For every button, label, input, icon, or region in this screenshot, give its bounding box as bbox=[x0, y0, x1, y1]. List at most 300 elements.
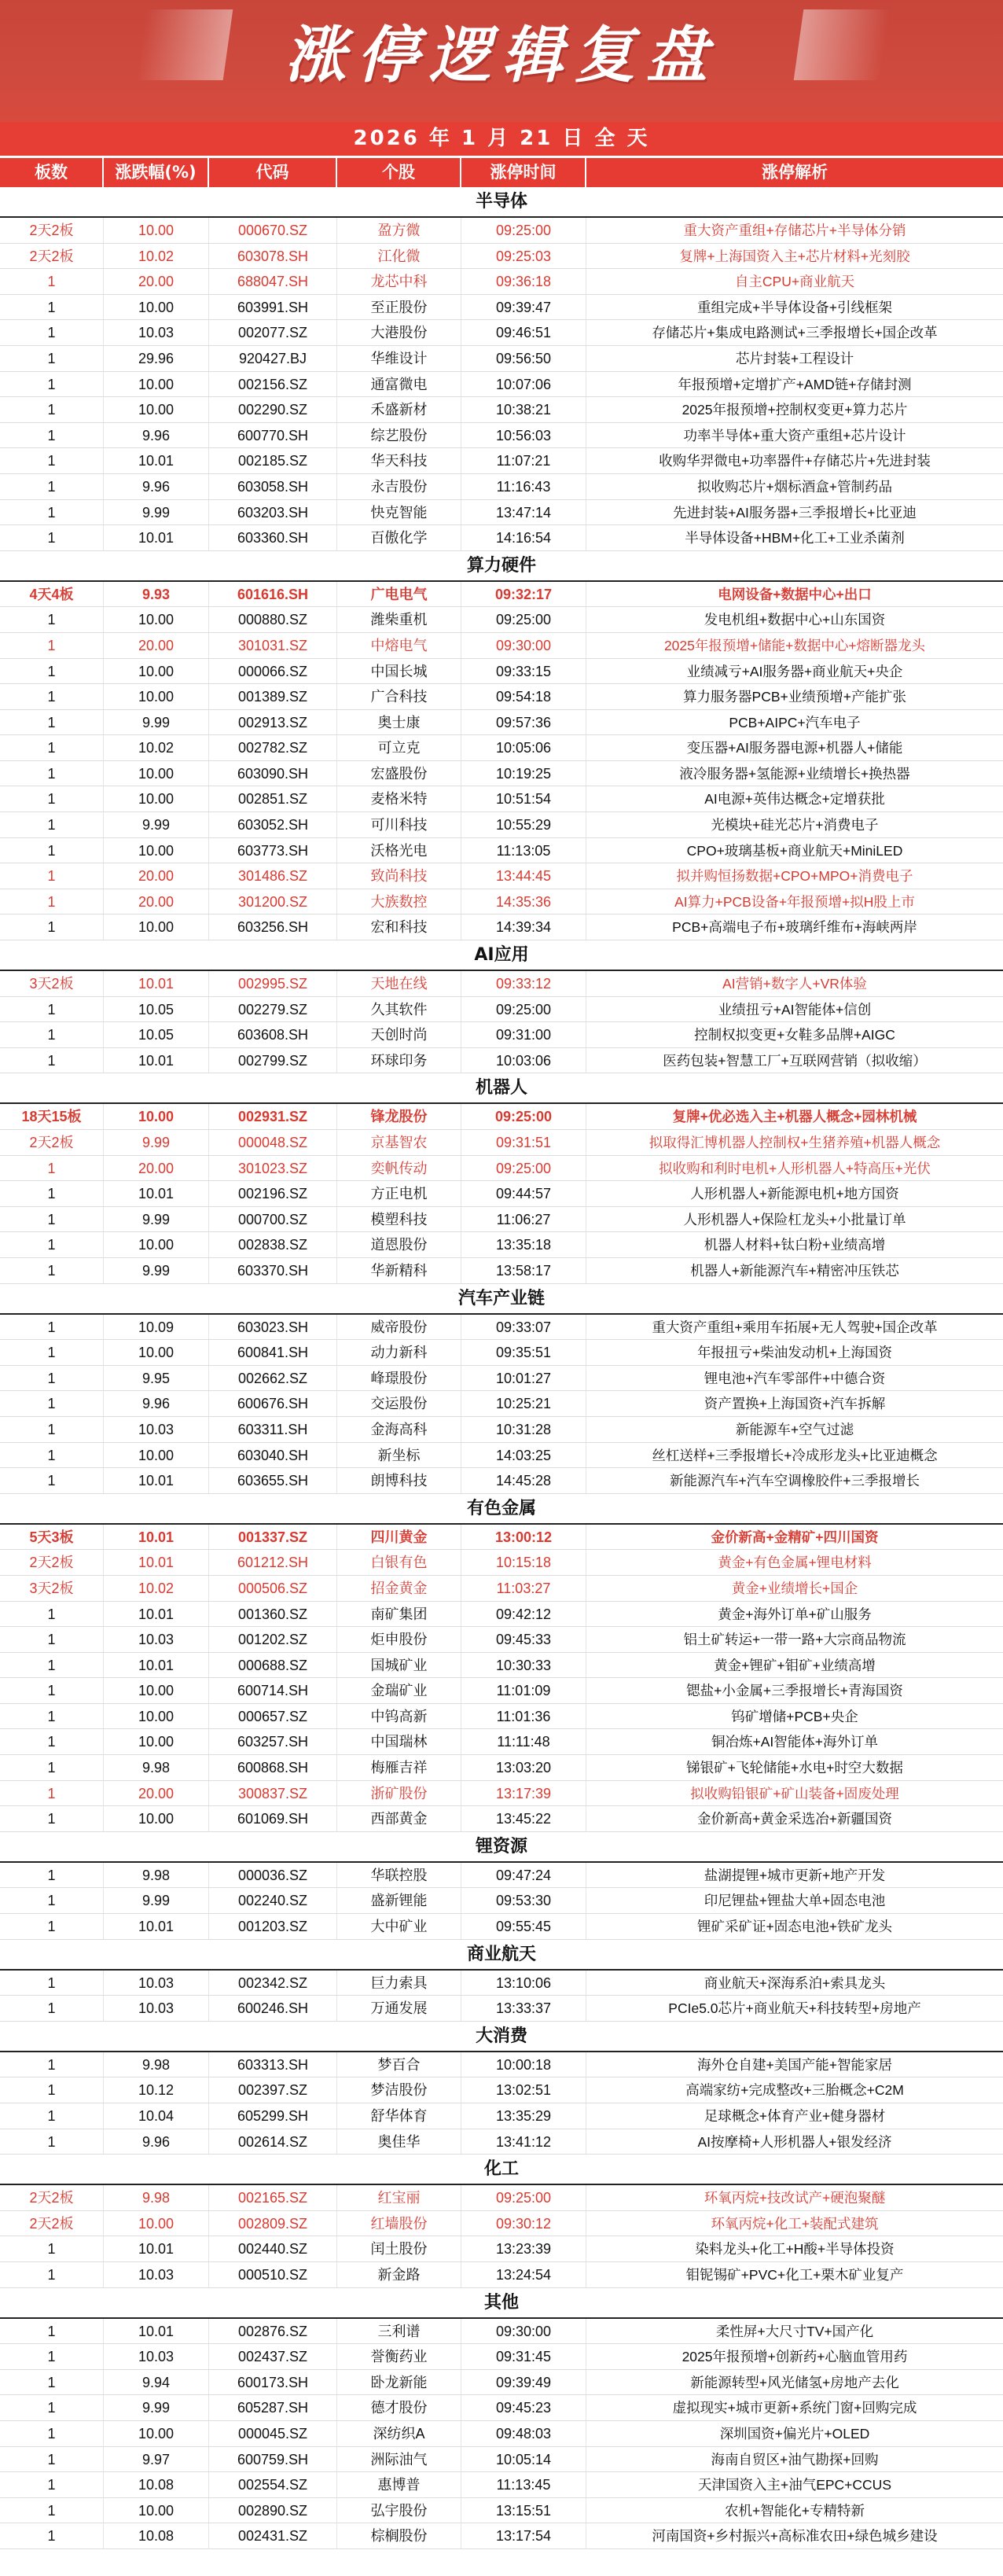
table-row bbox=[0, 500, 1003, 526]
cell-stock-name: 红墙股份 bbox=[337, 2211, 461, 2236]
cell-code: 301486.SZ bbox=[209, 863, 337, 889]
table-row bbox=[0, 295, 1003, 321]
cell-stock-name: 奕帆传动 bbox=[337, 1156, 461, 1181]
cell-code: 002554.SZ bbox=[209, 2472, 337, 2497]
cell-limit-time: 11:03:27 bbox=[461, 1576, 586, 1601]
cell-boards: 1 bbox=[0, 914, 104, 940]
table-row bbox=[0, 2498, 1003, 2524]
cell-code: 600676.SH bbox=[209, 1391, 337, 1416]
cell-code: 002440.SZ bbox=[209, 2236, 337, 2261]
table-row bbox=[0, 1602, 1003, 1628]
cell-code: 603256.SH bbox=[209, 914, 337, 940]
cell-stock-name: 可立克 bbox=[337, 735, 461, 760]
cell-stock-name: 德才股份 bbox=[337, 2395, 461, 2420]
cell-change-pct: 9.99 bbox=[104, 1130, 209, 1155]
table-row bbox=[0, 2370, 1003, 2396]
cell-change-pct: 10.00 bbox=[104, 914, 209, 940]
cell-stock-name: 招金黄金 bbox=[337, 1576, 461, 1601]
cell-analysis: 业绩扭亏+AI智能体+信创 bbox=[718, 1001, 872, 1018]
cell-limit-time: 13:35:18 bbox=[461, 1232, 586, 1257]
cell-boards: 1 bbox=[0, 2472, 104, 2497]
cell-stock-name: 模塑科技 bbox=[337, 1207, 461, 1232]
cell-limit-time: 09:57:36 bbox=[461, 710, 586, 735]
table-row bbox=[0, 1755, 1003, 1781]
cell-analysis: PCIe5.0芯片+商业航天+科技转型+房地产 bbox=[668, 2000, 921, 2017]
cell-code: 000688.SZ bbox=[209, 1653, 337, 1678]
cell-analysis: 拟取得汇博机器人控制权+生猪养殖+机器人概念 bbox=[648, 1135, 941, 1150]
cell-code: 601212.SH bbox=[209, 1550, 337, 1575]
cell-code: 000048.SZ bbox=[209, 1130, 337, 1155]
cell-change-pct: 10.00 bbox=[104, 1678, 209, 1703]
table-row bbox=[0, 1391, 1003, 1417]
cell-change-pct: 10.00 bbox=[104, 1340, 209, 1365]
cell-change-pct: 10.02 bbox=[104, 735, 209, 760]
cell-stock-name: 天地在线 bbox=[337, 971, 461, 996]
cell-code: 002662.SZ bbox=[209, 1366, 337, 1391]
cell-boards: 1 bbox=[0, 448, 104, 473]
cell-boards: 2天2板 bbox=[0, 218, 104, 243]
cell-code: 605299.SH bbox=[209, 2103, 337, 2129]
cell-code: 002279.SZ bbox=[209, 997, 337, 1022]
cell-boards: 1 bbox=[0, 1863, 104, 1888]
cell-stock-name: 浙矿股份 bbox=[337, 1781, 461, 1806]
cell-stock-name: 百傲化学 bbox=[337, 525, 461, 550]
cell-limit-time: 13:03:20 bbox=[461, 1755, 586, 1780]
cell-boards: 3天2板 bbox=[0, 971, 104, 996]
cell-limit-time: 09:36:18 bbox=[461, 269, 586, 294]
cell-analysis: 复牌+优必选入主+机器人概念+园林机械 bbox=[672, 1109, 917, 1125]
cell-boards: 4天4板 bbox=[0, 582, 104, 607]
cell-limit-time: 11:01:09 bbox=[461, 1678, 586, 1703]
cell-limit-time: 09:54:18 bbox=[461, 684, 586, 709]
cell-boards: 1 bbox=[0, 1391, 104, 1416]
cell-stock-name: 永吉股份 bbox=[337, 474, 461, 499]
cell-code: 603090.SH bbox=[209, 761, 337, 786]
table-row bbox=[0, 863, 1003, 889]
cell-analysis: 半导体设备+HBM+化工+工业杀菌剂 bbox=[685, 530, 905, 546]
cell-code: 002342.SZ bbox=[209, 1971, 337, 1996]
cell-analysis: 光模块+硅光芯片+消费电子 bbox=[711, 817, 879, 834]
cell-code: 001202.SZ bbox=[209, 1627, 337, 1652]
cell-limit-time: 09:56:50 bbox=[461, 346, 586, 371]
cell-limit-time: 09:25:00 bbox=[461, 997, 586, 1022]
table-row bbox=[0, 2523, 1003, 2549]
cell-stock-name: 奥佳华 bbox=[337, 2129, 461, 2155]
cell-code: 600173.SH bbox=[209, 2370, 337, 2395]
cell-code: 000670.SZ bbox=[209, 218, 337, 243]
cell-limit-time: 13:00:12 bbox=[461, 1525, 586, 1550]
cell-change-pct: 10.00 bbox=[104, 1704, 209, 1729]
cell-analysis: 变压器+AI服务器电源+机器人+储能 bbox=[686, 740, 903, 756]
cell-change-pct: 10.01 bbox=[104, 1914, 209, 1939]
cell-limit-time: 10:15:18 bbox=[461, 1550, 586, 1575]
table-row bbox=[0, 1971, 1003, 1996]
cell-boards: 1 bbox=[0, 2103, 104, 2129]
table-row bbox=[0, 2262, 1003, 2288]
cell-boards: 1 bbox=[0, 2370, 104, 2395]
cell-boards: 2天2板 bbox=[0, 1550, 104, 1575]
cell-change-pct: 10.00 bbox=[104, 659, 209, 684]
section-header: 大消费 bbox=[0, 2022, 1003, 2052]
table-row bbox=[0, 346, 1003, 372]
cell-boards: 1 bbox=[0, 2523, 104, 2548]
cell-change-pct: 10.03 bbox=[104, 1996, 209, 2021]
cell-boards: 1 bbox=[0, 710, 104, 735]
cell-stock-name: 金海高科 bbox=[337, 1417, 461, 1442]
cell-change-pct: 10.01 bbox=[104, 448, 209, 473]
cell-boards: 1 bbox=[0, 1704, 104, 1729]
cell-change-pct: 10.03 bbox=[104, 2344, 209, 2369]
cell-analysis: 金价新高+金精矿+四川国资 bbox=[711, 1529, 879, 1545]
cell-boards: 3天2板 bbox=[0, 1576, 104, 1601]
cell-change-pct: 10.00 bbox=[104, 1232, 209, 1257]
title-banner bbox=[0, 0, 1003, 122]
table-row bbox=[0, 1443, 1003, 1469]
cell-boards: 1 bbox=[0, 1443, 104, 1468]
cell-change-pct: 9.99 bbox=[104, 1207, 209, 1232]
cell-analysis: PCB+AIPC+汽车电子 bbox=[729, 714, 861, 730]
cell-code: 002931.SZ bbox=[209, 1104, 337, 1129]
cell-analysis: 2025年报预增+创新药+心脑血管用药 bbox=[682, 2349, 908, 2365]
cell-analysis: 海外仓自建+美国产能+智能家居 bbox=[697, 2056, 892, 2073]
cell-analysis: 收购华羿微电+功率器件+存储芯片+先进封装 bbox=[659, 453, 931, 469]
cell-change-pct: 20.00 bbox=[104, 863, 209, 889]
cell-stock-name: 动力新科 bbox=[337, 1340, 461, 1365]
cell-boards: 1 bbox=[0, 2395, 104, 2420]
cell-limit-time: 13:45:22 bbox=[461, 1806, 586, 1831]
cell-limit-time: 09:25:00 bbox=[461, 1104, 586, 1129]
cell-stock-name: 广合科技 bbox=[337, 684, 461, 709]
cell-analysis: 柔性屏+大尺寸TV+国产化 bbox=[715, 2323, 874, 2339]
cell-code: 301200.SZ bbox=[209, 889, 337, 914]
cell-change-pct: 9.99 bbox=[104, 1258, 209, 1283]
table-row bbox=[0, 2052, 1003, 2078]
cell-stock-name: 快克智能 bbox=[337, 500, 461, 525]
table-row bbox=[0, 1130, 1003, 1156]
cell-code: 002782.SZ bbox=[209, 735, 337, 760]
cell-boards: 1 bbox=[0, 2052, 104, 2077]
cell-change-pct: 20.00 bbox=[104, 633, 209, 658]
cell-code: 000066.SZ bbox=[209, 659, 337, 684]
cell-analysis: AI按摩椅+人形机器人+银发经济 bbox=[697, 2133, 892, 2150]
table-row bbox=[0, 423, 1003, 449]
cell-code: 000036.SZ bbox=[209, 1863, 337, 1888]
cell-change-pct: 20.00 bbox=[104, 889, 209, 914]
cell-limit-time: 11:11:48 bbox=[461, 1729, 586, 1754]
cell-change-pct: 10.01 bbox=[104, 1468, 209, 1493]
cell-limit-time: 13:23:39 bbox=[461, 2236, 586, 2261]
cell-code: 603023.SH bbox=[209, 1315, 337, 1340]
cell-boards: 1 bbox=[0, 1729, 104, 1754]
cell-boards: 1 bbox=[0, 1156, 104, 1181]
cell-stock-name: 白银有色 bbox=[337, 1550, 461, 1575]
cell-limit-time: 09:39:49 bbox=[461, 2370, 586, 2395]
cell-code: 603313.SH bbox=[209, 2052, 337, 2077]
cell-limit-time: 09:48:03 bbox=[461, 2421, 586, 2446]
cell-change-pct: 10.00 bbox=[104, 372, 209, 397]
cell-analysis: 铝土矿转运+一带一路+大宗商品物流 bbox=[683, 1632, 906, 1648]
cell-analysis: 农机+智能化+专精特新 bbox=[725, 2502, 865, 2519]
table-row bbox=[0, 244, 1003, 270]
table-row bbox=[0, 448, 1003, 474]
cell-stock-name: 国城矿业 bbox=[337, 1653, 461, 1678]
table-row bbox=[0, 1340, 1003, 1366]
cell-boards: 2天2板 bbox=[0, 2211, 104, 2236]
cell-stock-name: 新金路 bbox=[337, 2262, 461, 2287]
cell-analysis: 新能源转型+风光储氢+房地产去化 bbox=[690, 2374, 899, 2390]
section-header: 有色金属 bbox=[0, 1494, 1003, 1525]
cell-stock-name: 红宝丽 bbox=[337, 2185, 461, 2210]
cell-limit-time: 10:31:28 bbox=[461, 1417, 586, 1442]
cell-change-pct: 10.00 bbox=[104, 684, 209, 709]
cell-change-pct: 10.00 bbox=[104, 1729, 209, 1754]
cell-stock-name: 棕榈股份 bbox=[337, 2523, 461, 2548]
cell-boards: 1 bbox=[0, 2262, 104, 2287]
cell-analysis: 黄金+有色金属+锂电材料 bbox=[718, 1555, 872, 1571]
cell-code: 603052.SH bbox=[209, 812, 337, 837]
cell-change-pct: 10.00 bbox=[104, 295, 209, 320]
cell-stock-name: 致尚科技 bbox=[337, 863, 461, 889]
cell-limit-time: 09:30:12 bbox=[461, 2211, 586, 2236]
cell-limit-time: 09:42:12 bbox=[461, 1602, 586, 1627]
cell-analysis: 重组完成+半导体设备+引线框架 bbox=[697, 299, 892, 315]
cell-change-pct: 10.12 bbox=[104, 2077, 209, 2103]
cell-code: 601069.SH bbox=[209, 1806, 337, 1831]
cell-analysis: 河南国资+乡村振兴+高标准农田+绿色城乡建设 bbox=[652, 2528, 938, 2545]
cell-analysis: 自主CPU+商业航天 bbox=[734, 274, 855, 290]
cell-limit-time: 09:33:12 bbox=[461, 971, 586, 996]
cell-boards: 1 bbox=[0, 1232, 104, 1257]
cell-analysis: 虚拟现实+城市更新+系统门窗+回购完成 bbox=[672, 2400, 917, 2416]
table-row bbox=[0, 786, 1003, 812]
cell-analysis: AI营销+数字人+VR体验 bbox=[722, 976, 867, 992]
cell-boards: 2天2板 bbox=[0, 2185, 104, 2210]
cell-change-pct: 10.03 bbox=[104, 1627, 209, 1652]
cell-change-pct: 9.99 bbox=[104, 812, 209, 837]
cell-analysis: PCB+高端电子布+玻璃纤维布+海峡两岸 bbox=[672, 919, 917, 936]
table-row bbox=[0, 2344, 1003, 2370]
cell-change-pct: 9.99 bbox=[104, 1888, 209, 1913]
cell-stock-name: 深纺织A bbox=[337, 2421, 461, 2446]
cell-analysis: 锂电池+汽车零部件+中德合资 bbox=[704, 1370, 886, 1386]
cell-analysis: 染料龙头+化工+H酸+半导体投资 bbox=[695, 2241, 895, 2258]
cell-limit-time: 13:17:39 bbox=[461, 1781, 586, 1806]
cell-boards: 1 bbox=[0, 525, 104, 550]
cell-analysis: 功率半导体+重大资产重组+芯片设计 bbox=[683, 427, 906, 443]
section-header: 机器人 bbox=[0, 1073, 1003, 1104]
cell-change-pct: 10.00 bbox=[104, 2211, 209, 2236]
cell-code: 000506.SZ bbox=[209, 1576, 337, 1601]
cell-code: 002838.SZ bbox=[209, 1232, 337, 1257]
cell-stock-name: 西部黄金 bbox=[337, 1806, 461, 1831]
table-row bbox=[0, 2236, 1003, 2262]
cell-stock-name: 巨力索具 bbox=[337, 1971, 461, 1996]
cell-code: 002809.SZ bbox=[209, 2211, 337, 2236]
cell-change-pct: 10.03 bbox=[104, 1417, 209, 1442]
cell-stock-name: 龙芯中科 bbox=[337, 269, 461, 294]
section-header: 化工 bbox=[0, 2155, 1003, 2185]
cell-analysis: 存储芯片+集成电路测试+三季报增长+国企改革 bbox=[652, 325, 938, 341]
table-row bbox=[0, 397, 1003, 423]
cell-analysis: 黄金+业绩增长+国企 bbox=[731, 1580, 858, 1596]
cell-stock-name: 禾盛新材 bbox=[337, 397, 461, 422]
cell-stock-name: 潍柴重机 bbox=[337, 607, 461, 632]
cell-stock-name: 威帝股份 bbox=[337, 1315, 461, 1340]
cell-stock-name: 弘宇股份 bbox=[337, 2498, 461, 2523]
cell-change-pct: 10.02 bbox=[104, 244, 209, 269]
cell-stock-name: 宏盛股份 bbox=[337, 761, 461, 786]
cell-stock-name: 京基智农 bbox=[337, 1130, 461, 1155]
cell-analysis: 年报预增+定增扩产+AMD链+存储封测 bbox=[678, 376, 912, 392]
cell-change-pct: 9.94 bbox=[104, 2370, 209, 2395]
cell-stock-name: 梦百合 bbox=[337, 2052, 461, 2077]
cell-change-pct: 9.96 bbox=[104, 1391, 209, 1416]
cell-boards: 1 bbox=[0, 474, 104, 499]
cell-limit-time: 09:30:00 bbox=[461, 633, 586, 658]
table-row bbox=[0, 372, 1003, 398]
table-body bbox=[0, 187, 1003, 2549]
cell-code: 002876.SZ bbox=[209, 2319, 337, 2344]
cell-analysis: 医药包装+智慧工厂+互联网营销（拟收缩） bbox=[663, 1052, 927, 1069]
cell-code: 001203.SZ bbox=[209, 1914, 337, 1939]
cell-analysis: 重大资产重组+存储芯片+半导体分销 bbox=[683, 223, 906, 238]
cell-boards: 1 bbox=[0, 1914, 104, 1939]
cell-limit-time: 09:46:51 bbox=[461, 320, 586, 345]
col-header-change: 涨跌幅(%) bbox=[104, 158, 209, 187]
cell-change-pct: 9.93 bbox=[104, 582, 209, 607]
cell-code: 002437.SZ bbox=[209, 2344, 337, 2369]
cell-analysis: 海南自贸区+油气勘探+回购 bbox=[711, 2451, 879, 2467]
cell-code: 000880.SZ bbox=[209, 607, 337, 632]
cell-code: 002156.SZ bbox=[209, 372, 337, 397]
section-header: 其他 bbox=[0, 2288, 1003, 2319]
cell-analysis: 电网设备+数据中心+出口 bbox=[718, 586, 872, 602]
cell-stock-name: 新坐标 bbox=[337, 1443, 461, 1468]
cell-code: 601616.SH bbox=[209, 582, 337, 607]
cell-boards: 1 bbox=[0, 812, 104, 837]
table-row bbox=[0, 710, 1003, 736]
cell-boards: 1 bbox=[0, 1366, 104, 1391]
cell-code: 001389.SZ bbox=[209, 684, 337, 709]
table-row bbox=[0, 914, 1003, 940]
cell-stock-name: 峰璟股份 bbox=[337, 1366, 461, 1391]
cell-limit-time: 09:25:00 bbox=[461, 218, 586, 243]
cell-code: 600841.SH bbox=[209, 1340, 337, 1365]
cell-analysis: 2025年报预增+控制权变更+算力芯片 bbox=[682, 402, 908, 418]
cell-stock-name: 麦格米特 bbox=[337, 786, 461, 811]
cell-limit-time: 09:33:15 bbox=[461, 659, 586, 684]
cell-stock-name: 华维设计 bbox=[337, 346, 461, 371]
cell-analysis: 高端家纺+完成整改+三胎概念+C2M bbox=[685, 2082, 904, 2099]
cell-code: 301023.SZ bbox=[209, 1156, 337, 1181]
cell-limit-time: 13:47:14 bbox=[461, 500, 586, 525]
table-row bbox=[0, 1888, 1003, 1914]
cell-limit-time: 13:24:54 bbox=[461, 2262, 586, 2287]
cell-code: 002196.SZ bbox=[209, 1181, 337, 1206]
cell-code: 600868.SH bbox=[209, 1755, 337, 1780]
cell-limit-time: 09:32:17 bbox=[461, 582, 586, 607]
cell-change-pct: 10.05 bbox=[104, 997, 209, 1022]
cell-stock-name: 中钨高新 bbox=[337, 1704, 461, 1729]
table-row bbox=[0, 1996, 1003, 2022]
cell-change-pct: 10.00 bbox=[104, 218, 209, 243]
cell-boards: 1 bbox=[0, 735, 104, 760]
cell-limit-time: 14:35:36 bbox=[461, 889, 586, 914]
cell-boards: 1 bbox=[0, 997, 104, 1022]
cell-stock-name: 金瑞矿业 bbox=[337, 1678, 461, 1703]
cell-change-pct: 10.01 bbox=[104, 1181, 209, 1206]
section-header: 算力硬件 bbox=[0, 551, 1003, 582]
cell-code: 002614.SZ bbox=[209, 2129, 337, 2155]
table-row bbox=[0, 474, 1003, 500]
table-row bbox=[0, 2447, 1003, 2473]
cell-limit-time: 11:01:36 bbox=[461, 1704, 586, 1729]
cell-code: 002890.SZ bbox=[209, 2498, 337, 2523]
cell-change-pct: 10.03 bbox=[104, 320, 209, 345]
cell-boards: 1 bbox=[0, 1417, 104, 1442]
cell-boards: 1 bbox=[0, 863, 104, 889]
cell-change-pct: 29.96 bbox=[104, 346, 209, 371]
cell-limit-time: 10:30:33 bbox=[461, 1653, 586, 1678]
table-row bbox=[0, 525, 1003, 551]
section-header: AI应用 bbox=[0, 940, 1003, 971]
cell-change-pct: 10.01 bbox=[104, 1525, 209, 1550]
table-row bbox=[0, 1781, 1003, 1807]
section-header: 汽车产业链 bbox=[0, 1284, 1003, 1315]
table-row bbox=[0, 269, 1003, 295]
cell-code: 600770.SH bbox=[209, 423, 337, 448]
cell-code: 603311.SH bbox=[209, 1417, 337, 1442]
cell-limit-time: 09:47:24 bbox=[461, 1863, 586, 1888]
cell-stock-name: 盛新锂能 bbox=[337, 1888, 461, 1913]
table-row bbox=[0, 1729, 1003, 1755]
cell-boards: 1 bbox=[0, 1971, 104, 1996]
cell-stock-name: 沃格光电 bbox=[337, 838, 461, 863]
table-row bbox=[0, 735, 1003, 761]
cell-stock-name: 方正电机 bbox=[337, 1181, 461, 1206]
cell-analysis: 机器人材料+钛白粉+业绩高增 bbox=[704, 1237, 886, 1253]
cell-stock-name: 中国长城 bbox=[337, 659, 461, 684]
cell-change-pct: 9.96 bbox=[104, 474, 209, 499]
cell-stock-name: 卧龙新能 bbox=[337, 2370, 461, 2395]
cell-change-pct: 10.00 bbox=[104, 1443, 209, 1468]
cell-code: 002995.SZ bbox=[209, 971, 337, 996]
cell-limit-time: 09:55:45 bbox=[461, 1914, 586, 1939]
table-row bbox=[0, 1863, 1003, 1889]
cell-limit-time: 10:01:27 bbox=[461, 1366, 586, 1391]
cell-stock-name: 大中矿业 bbox=[337, 1914, 461, 1939]
cell-limit-time: 11:07:21 bbox=[461, 448, 586, 473]
cell-code: 001360.SZ bbox=[209, 1602, 337, 1627]
cell-analysis: 拟收购铅银矿+矿山装备+固废处理 bbox=[690, 1785, 899, 1801]
cell-stock-name: 四川黄金 bbox=[337, 1525, 461, 1550]
cell-limit-time: 13:35:29 bbox=[461, 2103, 586, 2129]
cell-change-pct: 10.08 bbox=[104, 2523, 209, 2548]
cell-boards: 1 bbox=[0, 2129, 104, 2155]
cell-boards: 1 bbox=[0, 1996, 104, 2021]
cell-limit-time: 14:03:25 bbox=[461, 1443, 586, 1468]
cell-analysis: 拟并购恒扬数据+CPO+MPO+消费电子 bbox=[676, 868, 913, 885]
cell-change-pct: 20.00 bbox=[104, 1156, 209, 1181]
cell-stock-name: 华天科技 bbox=[337, 448, 461, 473]
date-label: 2026 年 1 月 21 日 全 天 bbox=[0, 122, 1003, 156]
cell-analysis: 黄金+海外订单+矿山服务 bbox=[718, 1606, 872, 1622]
cell-boards: 1 bbox=[0, 1258, 104, 1283]
cell-boards: 1 bbox=[0, 397, 104, 422]
cell-boards: 1 bbox=[0, 2236, 104, 2261]
table-row bbox=[0, 1417, 1003, 1443]
cell-analysis: 丝杠送样+三季报增长+冷成形龙头+比亚迪概念 bbox=[652, 1447, 938, 1463]
